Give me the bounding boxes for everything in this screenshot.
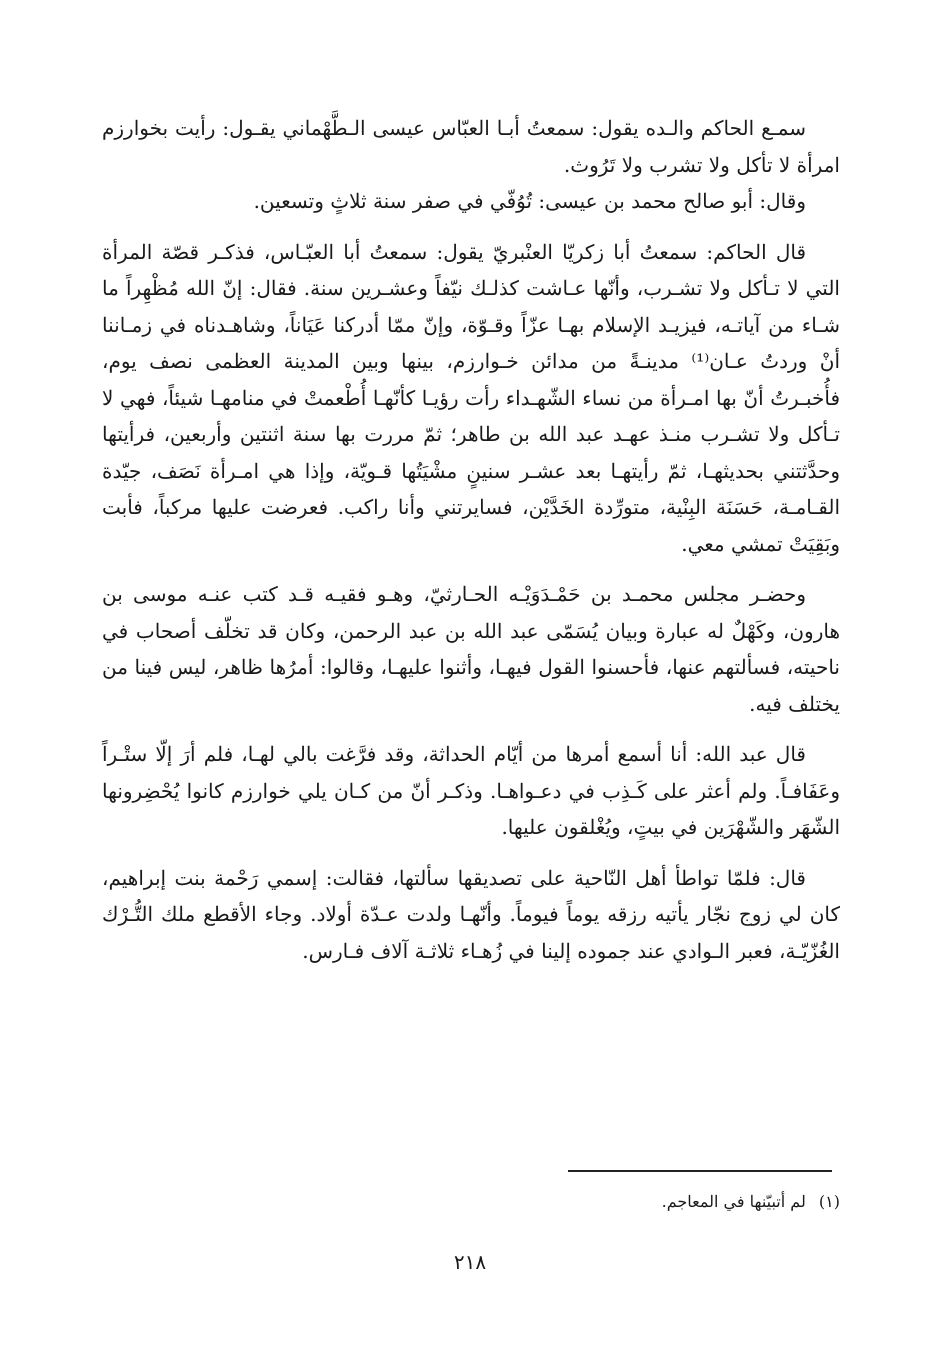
- main-text: [102, 110, 840, 983]
- paragraph-3: قال الحاكم: سمعتُ أبا زكريّا العنْبريّ يقول: سمعتُ أبا العبّـاس، فذكـر قصّة المرأة التي لا تـأكل ولا تشـرب، وأنّها عـاشت كذلـك نيّفاً وعشـرين سنة. فقال: إنّ الله مُظْهِراً ما شـاء من آياتـه، فيزيـد الإسلام بهـا عزّاً وقـوّة، وإنّ ممّا أدركنا عَيَاناً، وشاهـدناه في زمـاننا أنْ وردتُ عـان⁽¹⁾ مدينـةً من مدائن خـوارزم، بينها وبين المدينة العظمى نصف يوم، فأُخبـرتُ أنّ بها امـرأة من نساء الشّهـداء رأت رؤيـا كأنّهـا أُطْعمتْ في منامهـا شيئاً، فهي لا تـأكل ولا تشـرب منـذ عهـد عبد الله بن طاهر؛ ثمّ مررت بها سنة اثنتين وأربعين، فرأيتها وحدَّثتني بحديثهـا، ثمّ رأيتهـا بعد عشـر سنينٍ مشْيَتُها قـويّة، وإذا هي امـرأة نَصَف، جيّدة القـامـة، حَسَنَة البِنْية، متورِّدة الخَدَّيْن، فسايرتني وأنا راكب. فعرضت عليها مركباً، فأبت وبَقِيَتْ تمشي معي.: [102, 239, 841, 556]
- footnote: [662, 1190, 840, 1214]
- footnote-text: لم أتبيّنها في المعاجم.: [661, 1192, 806, 1211]
- footnote-number: (١): [818, 1192, 840, 1211]
- paragraph-5: قال عبد الله: أنا أسمع أمرها من أيّام الحداثة، وقد فرَّغت بالي لهـا، فلم أرَ إلّا ستْـراً وعَفَافـاً. ولم أعثر على كَـذِب في دعـواهـا. وذكـر أنّ من كـان يلي خوارزم كانوا يُحْضِرونها الشّهَر والشّهْرَين في بيتٍ، ويُغْلقون عليها.: [102, 742, 840, 839]
- paragraph-1: سمـع الحاكم والـده يقول: سمعتُ أبـا العبّاس عيسى الـطَّهْماني يقـول: رأيت بخوارزم امرأة لا تأكل ولا تشرب ولا تَرُوث.: [102, 116, 840, 177]
- page-number: ٢١٨: [453, 1250, 487, 1274]
- footnote-divider: [568, 1170, 832, 1172]
- paragraph-4: وحضـر مجلس محمـد بن حَمْـدَوَيْـه الحـارثيّ، وهـو فقيـه قـد كتب عنـه موسى بن هارون، وكَهْلٌ له عبارة وبيان يُسَمّى عبد الله بن عبد الرحمن، وكان قد تخلّف أصحاب في ناحيته، فسألتهم عنها، فأحسنوا القول فيهـا، وأثنوا عليهـا، وقالوا: أمرُها ظاهر، ليس فينا من يختلف فيه.: [102, 582, 840, 716]
- paragraph-2: وقال: أبو صالح محمد بن عيسى: تُوُفّي في صفر سنة ثلاثٍ وتسعين.: [253, 189, 806, 213]
- paragraph-6: قال: فلمّا تواطأ أهل النّاحية على تصديقها سألتها، فقالت: إسمي رَحْمة بنت إبراهيم، كان لي زوج نجّار يأتيه رزقه يوماً فيوماً. وأنّهـا ولدت عـدّة أولاد. وجاء الأقطع ملك التُّـرْك الغُزّيّـة، فعبر الـوادي عند جموده إلينا في زُهـاء ثلاثـة آلاف فـارس.: [102, 865, 840, 963]
